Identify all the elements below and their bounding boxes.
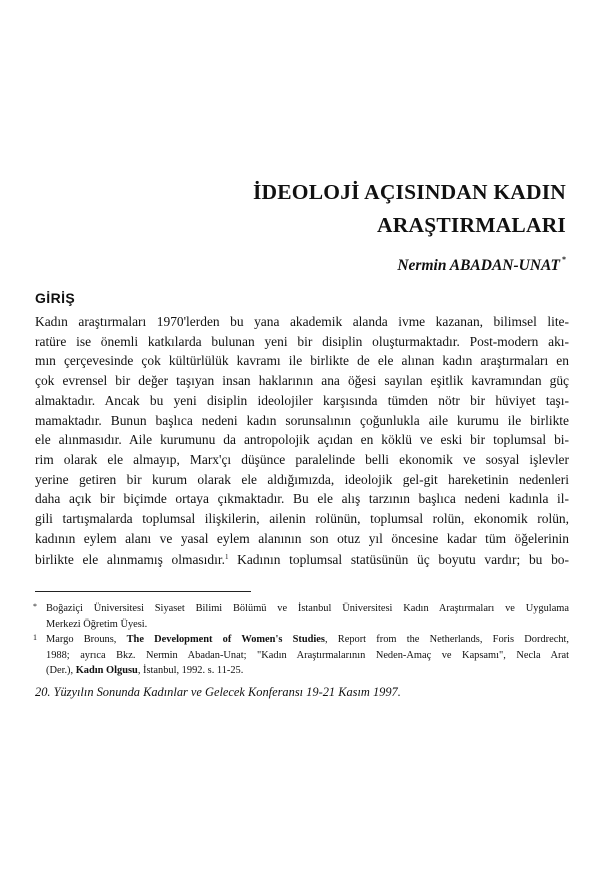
- footnote-line: [35, 663, 569, 679]
- footnote-text: (Der.),: [46, 665, 76, 676]
- footnote-line: 1988; ayrıca Bkz. Nermin Abadan-Unat; "Kadın Araştırmalarının Neden-Amaç ve Kapsamı", Necla Arat: [46, 649, 569, 661]
- body-paragraph: [35, 312, 569, 570]
- body-line-last: [35, 548, 569, 570]
- body-line: almaktadır. Ancak bu yeni disiplin ideolojiler karşısında tümden nötr bir hüviyet taşı-: [35, 392, 569, 408]
- footnote-mark: *: [33, 602, 37, 611]
- footnote-line: Merkezi Öğretim Üyesi.: [46, 618, 148, 630]
- footnote-mark: 1: [33, 633, 37, 642]
- body-text: birlikte ele alınmamış olmasıdır.: [35, 552, 225, 568]
- body-line: ratüre ise önemli katkılarda bulunan yeni bir disiplin oluşturmaktadır. Post-modern akı-: [35, 333, 569, 349]
- body-text: Kadının toplumsal statüsünün üç boyutu vardır; bu bo-: [228, 552, 569, 568]
- article-title-line-1: İDEOLOJİ AÇISINDAN KADIN: [252, 180, 566, 204]
- body-line: mın çerçevesinde çok kültürlülük kavramı ile birlikte de ele alınan kadın araştırmaları en: [35, 353, 569, 369]
- footnote-1: [35, 632, 569, 679]
- footnote-text: , İstanbul, 1992. s. 11-25.: [137, 665, 244, 676]
- body-line: gili tartışmalarda toplumsal ilişkilerin, ailenin rolünün, toplumsal rolün, ekonomik rolün,: [35, 511, 569, 527]
- footnote-text: , Report from the Netherlands, Foris Dordrecht,: [324, 634, 569, 645]
- author-footnote-mark: *: [562, 255, 566, 264]
- section-heading: GİRİŞ: [35, 290, 76, 306]
- author-byline: [397, 255, 566, 275]
- body-line: daha açık bir biçimde ortaya çıkmaktadır. Bu ele alış tarzının başlıca nedeni kadınla il-: [35, 491, 569, 507]
- author-name: Nermin ABADAN-UNAT: [397, 257, 560, 274]
- conference-note: 20. Yüzyılın Sonunda Kadınlar ve Gelecek Konferansı 19-21 Kasım 1997.: [35, 685, 401, 699]
- footnote-ref-1: 1: [224, 553, 229, 562]
- body-line: rim olarak ele almayıp, Marx'çı düşünce paralelinde belli ekonomik ve sosyal işlevler: [35, 451, 569, 467]
- body-line: kadının eylem alanı ve yasal eylem alanının son otuz yıl öncesine kadar tüm öğelerinin: [35, 530, 569, 546]
- footnote-line: Boğaziçi Üniversitesi Siyaset Bilimi Bölümü ve İstanbul Üniversitesi Kadın Araştırmaları ve Uygulama: [46, 603, 569, 614]
- body-line: mamaktadır. Bunun başlıca nedeni kadın sorunsalının çoğunlukla aile kurumu ile birlikte: [35, 412, 569, 428]
- article-title: [66, 176, 566, 242]
- body-line: Kadın araştırmaları 1970'lerden bu yana akademik alanda ivme kazanan, bilimsel lite-: [35, 314, 569, 329]
- book-title: Kadın Olgusu: [75, 665, 138, 676]
- footnote-text: Margo Brouns,: [46, 634, 127, 645]
- footnote-separator: [35, 591, 251, 592]
- body-line: ele alınmasıdır. Aile kurumunu da antropolojik açıdan en köklü ve eski bir toplumsal bi-: [35, 432, 569, 448]
- body-line: çok evrensel bir değer taşıyan insan haklarının ana öğesi sayılan eşitlik kavramından güç: [35, 373, 569, 389]
- article-title-line-2: ARAŞTIRMALARI: [377, 213, 566, 237]
- footnote-line: [35, 632, 569, 648]
- body-line: yerine getiren bir kurum olarak ele aldığımızda, ideolojik gel-git hareketinin nedenleri: [35, 471, 569, 487]
- book-title: The Development of Women's Studies: [126, 634, 325, 645]
- footnote-author: [35, 601, 569, 632]
